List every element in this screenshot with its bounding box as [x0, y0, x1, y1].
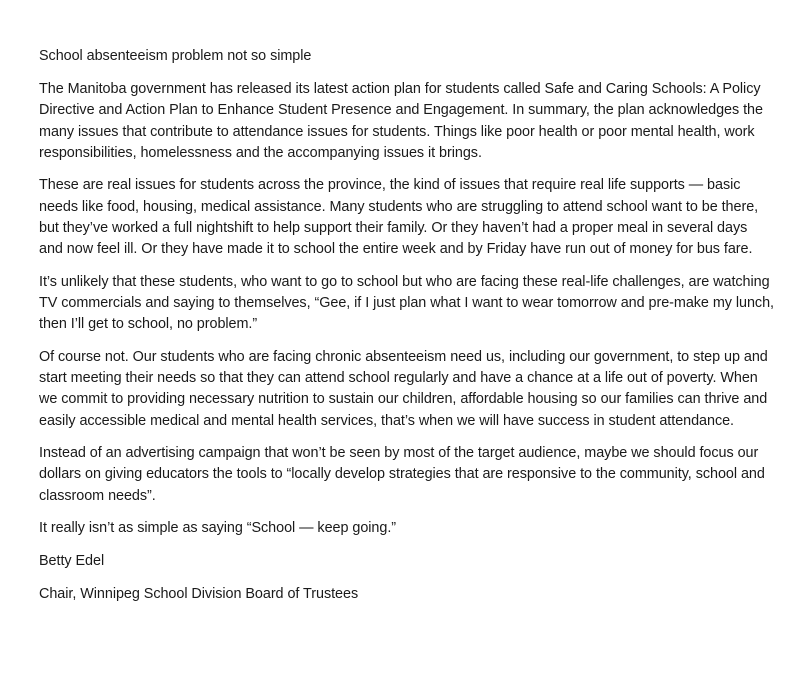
paragraph-5: Instead of an advertising campaign that won’t be seen by most of the target audience, maybe we should focus our dollars on giving educators the tools to “locally develop strategies that are responsive to the community, school and classroom needs”.	[39, 445, 765, 504]
paragraph-1: The Manitoba government has released its latest action plan for students called Safe and Caring Schools: A Policy Directive and Action Plan to Enhance Student Presence and Engagement. In summary, the plan acknowledges the many issues that contribute to attendance issues for students. Things like poor health or poor mental health, work responsibilities, homelessness and the accompanying issues it brings.	[39, 80, 763, 161]
paragraph-2: These are real issues for students across the province, the kind of issues that require real life supports — basic needs like food, housing, medical assistance. Many students who are struggling to attend school want to be there, but they’ve worked a full nightshift to help support their family. Or they haven’t had a proper meal in several days and now feel ill. Or they have made it to school the entire week and by Friday have run out of money for bus fare.	[39, 177, 759, 258]
paragraph-3: It’s unlikely that these students, who want to go to school but who are facing these real-life challenges, are watching TV commercials and saying to themselves, “Gee, if I just plan what I want to wear tomorrow and pre-make my lunch, then I’ll get to school, no problem.”	[39, 273, 774, 333]
paragraph-4: Of course not. Our students who are facing chronic absenteeism need us, including our government, to step up and start meeting their needs so that they can attend school regularly and have a chance at a life out of poverty. When we commit to providing necessary nutrition to sustain our children, affordable housing so our families can thrive and easily accessible medical and mental health services, that’s when we will have success in student attendance.	[39, 348, 768, 429]
letter-body	[39, 46, 774, 617]
letter-title: School absenteeism problem not so simple	[39, 48, 312, 64]
closing-line: It really isn’t as simple as saying “School — keep going.”	[39, 520, 397, 537]
signer-name: Betty Edel	[39, 553, 105, 570]
signer-title: Chair, Winnipeg School Division Board of Trustees	[39, 586, 359, 603]
